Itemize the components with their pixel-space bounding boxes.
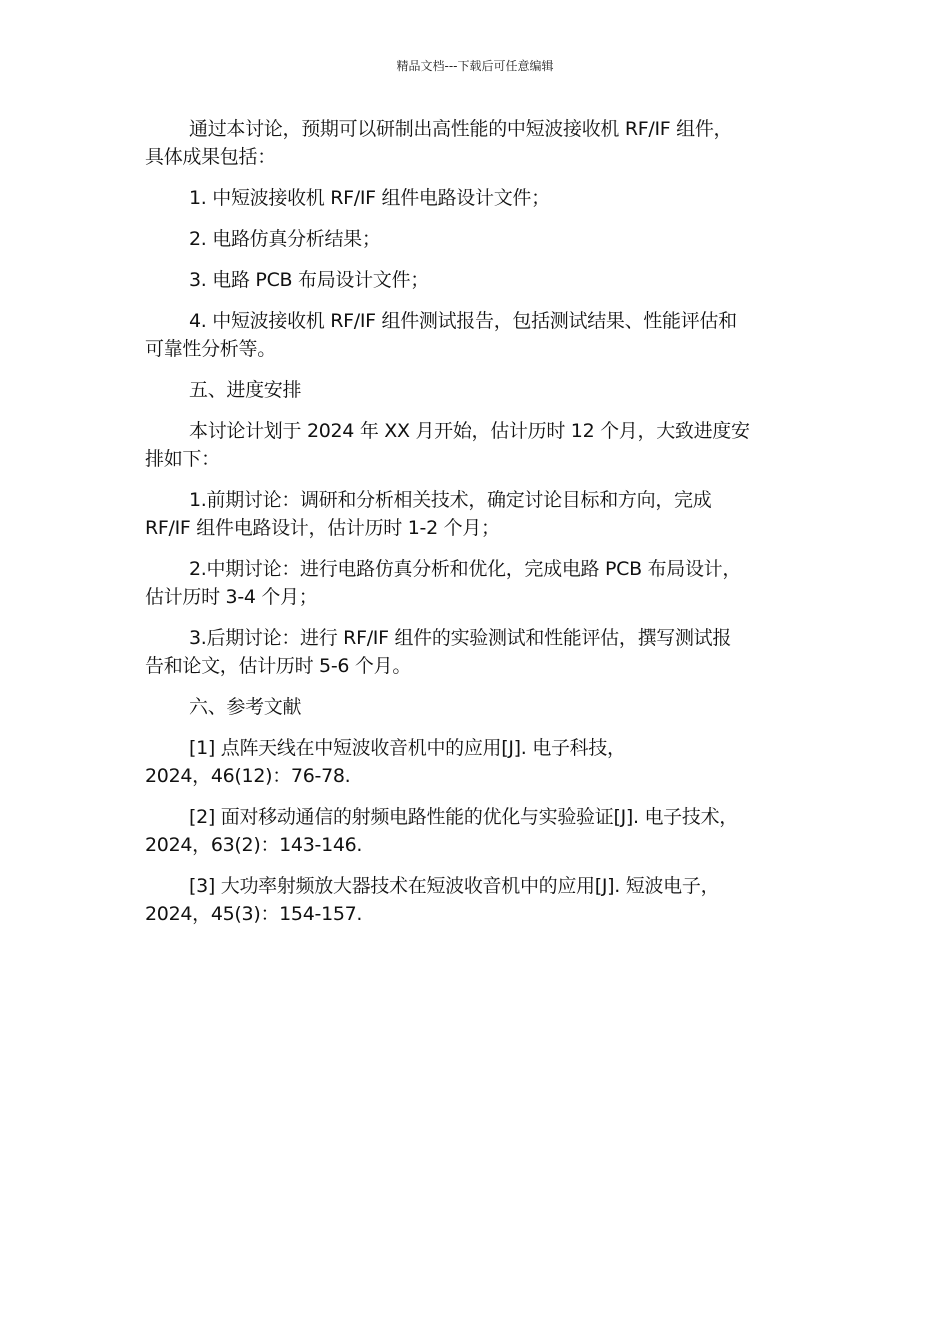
list-item-result-1	[145, 184, 805, 212]
heading-text: 五、进度安排	[189, 379, 302, 401]
list-item-result-3	[145, 266, 805, 294]
paragraph-line: 2.中期讨论：进行电路仿真分析和优化，完成电路 PCB 布局设计，	[189, 558, 742, 580]
paragraph-line: 4. 中短波接收机 RF/IF 组件测试报告，包括测试结果、性能评估和	[189, 310, 737, 332]
paragraph-line: 2024，45(3)：154-157.	[145, 903, 363, 925]
paragraph-line: 1. 中短波接收机 RF/IF 组件电路设计文件；	[189, 187, 550, 209]
reference-item-2	[145, 803, 805, 859]
paragraph-line: 2024，63(2)：143-146.	[145, 834, 363, 856]
paragraph-line: 具体成果包括：	[145, 146, 276, 168]
heading-text: 六、参考文献	[189, 696, 302, 718]
paragraph-line: 可靠性分析等。	[145, 338, 276, 360]
paragraph-line: [3] 大功率射频放大器技术在短波收音机中的应用[J]. 短波电子，	[189, 875, 720, 897]
paragraph-line: 排如下：	[145, 448, 220, 470]
page-header: 精品文档---下载后可任意编辑	[396, 59, 554, 73]
paragraph-line: [1] 点阵天线在中短波收音机中的应用[J]. 电子科技，	[189, 737, 626, 759]
paragraph-line: 3. 电路 PCB 布局设计文件；	[189, 269, 429, 291]
list-item-schedule-2	[145, 555, 805, 611]
paragraph-line: 2024，46(12)：76-78.	[145, 765, 351, 787]
paragraph-line: 本讨论计划于 2024 年 XX 月开始，估计历时 12 个月，大致进度安	[189, 420, 750, 442]
list-item-schedule-1	[145, 486, 805, 542]
paragraph-line: 告和论文，估计历时 5-6 个月。	[145, 655, 412, 677]
paragraph-line: 估计历时 3-4 个月；	[145, 586, 318, 608]
document-body	[145, 115, 805, 941]
paragraph-line: 通过本讨论，预期可以研制出高性能的中短波接收机 RF/IF 组件，	[189, 118, 733, 140]
reference-item-1	[145, 734, 805, 790]
list-item-result-2	[145, 225, 805, 253]
paragraph-line: [2] 面对移动通信的射频电路性能的优化与实验验证[J]. 电子技术，	[189, 806, 738, 828]
list-item-schedule-3	[145, 624, 805, 680]
paragraph-expected-results	[145, 115, 805, 171]
section-heading-references	[145, 693, 805, 721]
paragraph-schedule-intro	[145, 417, 805, 473]
paragraph-line: RF/IF 组件电路设计，估计历时 1-2 个月；	[145, 517, 500, 539]
list-item-result-4	[145, 307, 805, 363]
paragraph-line: 1.前期讨论：调研和分析相关技术，确定讨论目标和方向，完成	[189, 489, 712, 511]
paragraph-line: 3.后期讨论：进行 RF/IF 组件的实验测试和性能评估，撰写测试报	[189, 627, 732, 649]
reference-item-3	[145, 872, 805, 928]
paragraph-line: 2. 电路仿真分析结果；	[189, 228, 381, 250]
section-heading-schedule	[145, 376, 805, 404]
